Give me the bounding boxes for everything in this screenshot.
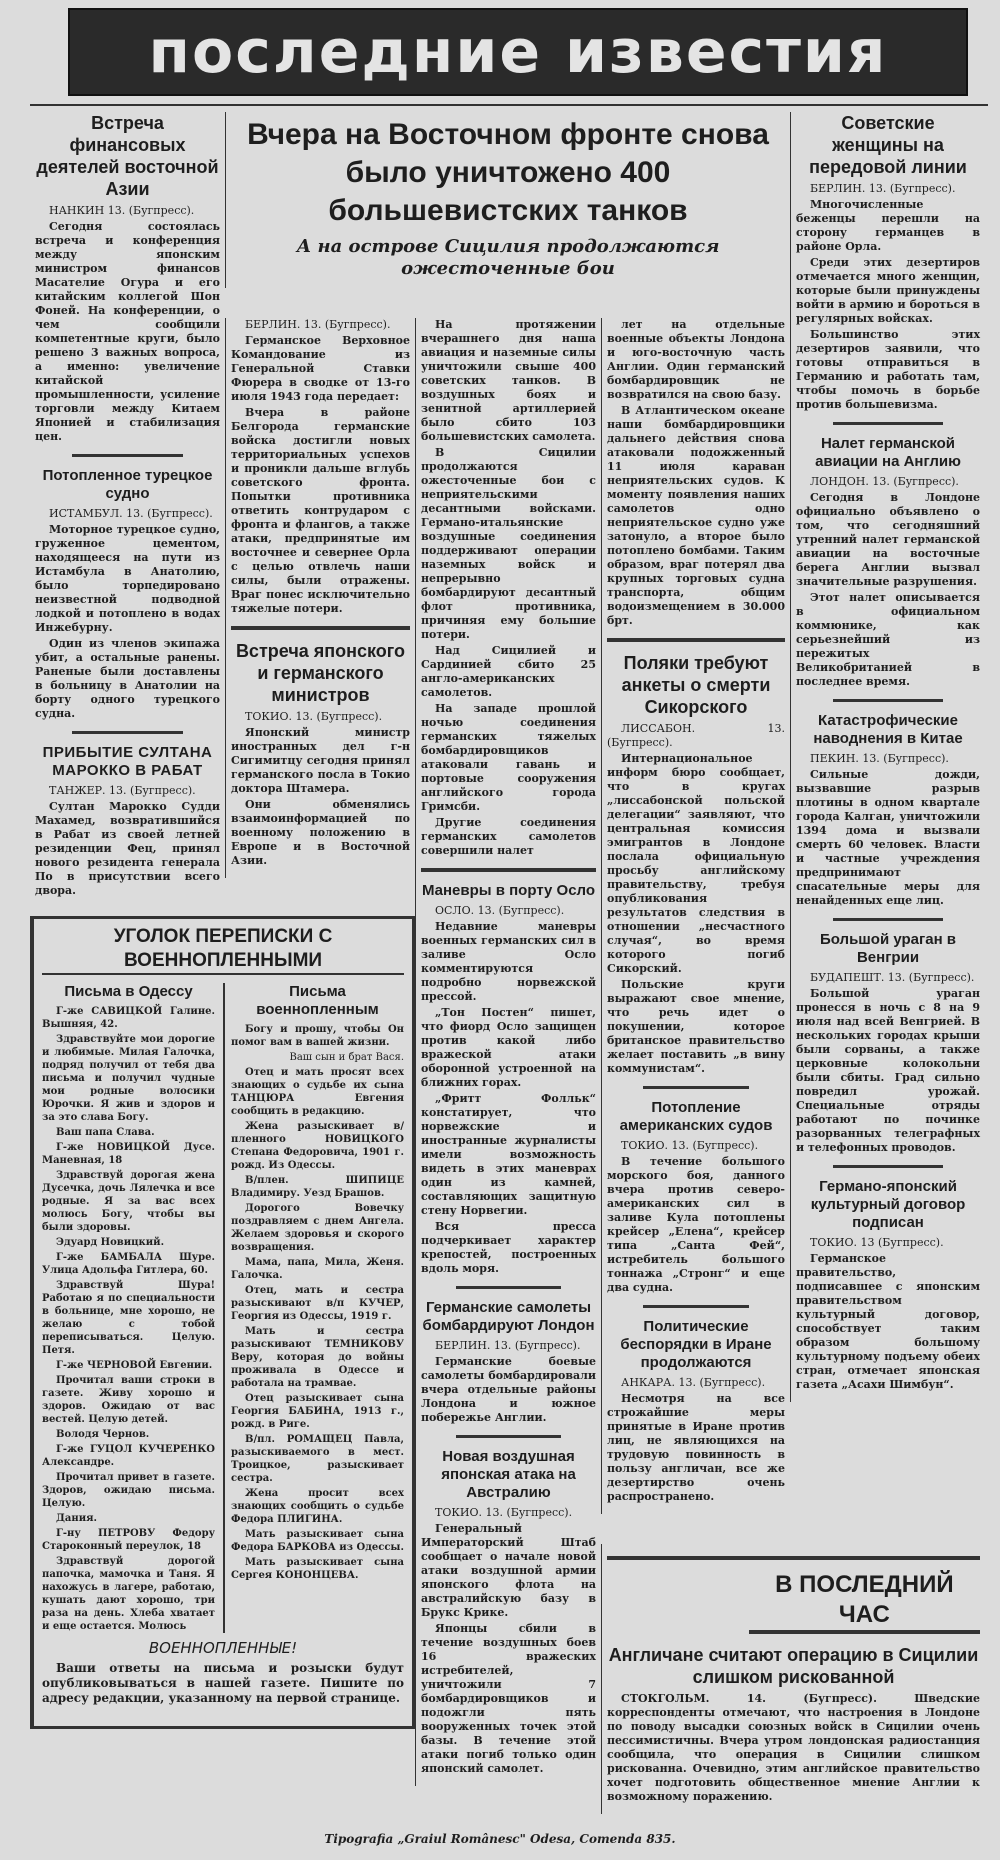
divider — [30, 104, 988, 106]
divider — [456, 1435, 561, 1438]
article-paragraph: Один из членов экипажа убит, а остальные ранены. Раненые были доставлены в больницу в Анатолии на борту одного турецкого судна. — [35, 637, 220, 720]
article-paragraph: Здравствуйте мои дорогие и любимые. Милая Галочка, подряд получил от тебя два письма и получил чудные мои родные волосики Юрочки. Я жив и здоров и за это слава Богу. — [42, 1034, 215, 1123]
article-paragraph: Г-же БАМБАЛА Шуре. Улица Адольфа Гитлера, 60. — [42, 1252, 215, 1276]
dateline: ПЕКИН. 13. (Бугпресс). — [810, 752, 949, 765]
article-eastern-front-1 — [231, 318, 410, 616]
article-paragraph: В Сицилии продолжаются ожесточенные бои с неприятельскими десантными войсками. Германо-итальянские воздушные соединения поддерживают операции наземных войск и непрерывно бомбардируют десантный флот противника, причиняя ему большие потери. — [421, 446, 596, 641]
pow-area — [30, 916, 415, 1729]
article-paragraph: Недавние маневры военных германских сил в заливе Осло комментируются подробно норвежской прессой. — [421, 920, 596, 1003]
article-paragraph: На западе прошлой ночью соединения германских тяжелых бомбардировщиков атаковали гавань и портовые сооружения английского города Гримсби. — [421, 702, 596, 813]
divider — [833, 422, 943, 425]
column-4 — [601, 318, 790, 1514]
article-paragraph: „Фритт Фолльк“ констатирует, что норвежские и иностранные журналисты имели возможность видеть в этих маневрах один из камней, составляющих защитную стену Норвегии. — [421, 1092, 596, 1217]
article-paragraph: Польские круги выражают свое мнение, что речь идет о покушении, которое британское правительство желает поставить „в вину коммунистам“. — [607, 978, 785, 1075]
article-paragraph: Здравствуй дорогая жена Дусечка, дочь Лялечка и все родные. Я за вас всех молюсь Богу, чтобы вы были здоровы. — [42, 1170, 215, 1233]
article-iran — [607, 1318, 785, 1504]
dateline: БЕРЛИН. 13. (Бугпресс). — [245, 318, 391, 331]
masthead — [68, 8, 968, 96]
article-paragraph: Жена просит всех знающих сообщить о судьбе Федора ПЛИГИНА. — [231, 1488, 404, 1525]
article-paragraph: Мать разыскивает сына Федора БАРКОВА из Одессы. — [231, 1529, 404, 1553]
letters-to-pows — [223, 983, 404, 1633]
article-heading: Большой ураган в Венгрии — [819, 931, 957, 966]
article-heading: Советские женщины на передовой линии — [809, 113, 967, 177]
article-air-raid — [796, 435, 980, 689]
divider — [607, 1556, 980, 1560]
main-subheadline: А на острове Сицилия продолжаются ожесточенные бои — [296, 236, 720, 279]
divider — [231, 626, 410, 630]
divider — [72, 454, 183, 457]
article-australia — [421, 1448, 596, 1776]
article-paragraph: Вчера в районе Белгорода германские войска достигли новых территориальных успехов и проникли дальше вглубь советского фронта. Попытки противника ответить контрударом с фронта и флангов, а также атаки, предпринятые им восточнее и севернее Орла с целью отвлечь наши силы, были отражены. Враг понес исключительно тяжелые потери. — [231, 406, 410, 615]
article-paragraph: Большой ураган пронесся в ночь с 8 на 9 июля над всей Венгрией. В нескольких городах крыши были сорваны, а также церковные колокольни были сбиты. Град сильно повредил урожай. Специальные отряды работают по починке разорванных телеграфных и телефонных проводов. — [796, 987, 980, 1154]
article-paragraph: Жена разыскивает в/пленного НОВИЦКОГО Степана Федоровича, 1901 г. рожд. Из Одессы. — [231, 1121, 404, 1171]
article-paragraph: На протяжении вчерашнего дня наша авиация и наземные силы уничтожили свыше 400 советских танков. В воздушных боях и зенитной артиллерией было сбито 103 большевистских самолета. — [421, 318, 596, 443]
article-paragraph: Сегодня в Лондоне официально объявлено о том, что сегодняшний утренний налет германской авиации на восточные берега Англии вызвал значительные разрушения. — [796, 491, 980, 588]
article-paragraph: Г-же НОВИЦКОЙ Дусе. Маневная, 18 — [42, 1142, 215, 1166]
article-paragraph: Дорогого Вовечку поздравляем с днем Ангела. Желаем здоровья и скорого возвращения. — [231, 1203, 404, 1253]
article-paragraph: Над Сицилией и Сардинией сбито 25 англо-американских самолетов. — [421, 644, 596, 699]
main-headline: Вчера на Восточном фронте снова было уничтожено 400 большевистских танков — [247, 118, 769, 227]
article-paragraph: Г-же ЧЕРНОВОЙ Евгении. — [56, 1360, 213, 1371]
article-oslo — [421, 882, 596, 1276]
dateline: ТОКИО. 13 (Бугпресс). — [810, 1236, 944, 1249]
article-paragraph: Сегодня состоялась встреча и конференция между японским министром финансов Масателие Огура и его китайским коллегой Шон Фоней. На конференции, о чем сообщили компетентные круги, было решено 3 важных вопроса, а именно: увеличение китайской промышленности, усиление торговли между Китаем Японией и стабилизация цен. — [35, 220, 220, 443]
divider — [643, 1305, 750, 1308]
article-paragraph: Володя Чернов. — [56, 1429, 150, 1440]
dateline: ТАНЖЕР. 13. (Бугпресс). — [49, 784, 196, 797]
article-paragraph: Султан Марокко Судди Махамед, возвратившийся в Рабат из своей летней резиденции Фец, принял нового резидента генерала По в присутствии всего двора. — [35, 800, 220, 897]
article-ministers — [231, 640, 410, 868]
last-hour-label: В ПОСЛЕДНИЙ ЧАС — [749, 1570, 980, 1634]
article-last-hour — [607, 1644, 980, 1804]
article-heading: Политические беспорядки в Иране продолжаются — [620, 1318, 772, 1371]
article-paragraph: В течение большого морского боя, данного вчера против северо-американских сил в заливе Кула потоплены крейсер „Елена“, крейсер типа „Санта Фей“, истребитель большого тоннажа „Стронг“ и еще два судна. — [607, 1155, 785, 1294]
article-paragraph: Мать разыскивает сына Сергея КОНОНЦЕВА. — [231, 1557, 404, 1581]
article-sultan — [35, 744, 220, 898]
divider — [72, 731, 183, 734]
dateline: ТОКИО. 13. (Бугпресс). — [621, 1139, 759, 1152]
article-paragraph: Другие соединения германских самолетов совершили налет — [421, 816, 596, 857]
headline-block — [225, 112, 790, 288]
article-paragraph: Моторное турецкое судно, груженное цементом, находящееся на пути из Истамбула в Анатолию, было торпедировано неизвестной подводной лодкой и потоплено в водах Инжебурну. — [35, 523, 220, 634]
article-paragraph: Прочитал ваши строки в газете. Живу хорошо и здоров. Ожидаю от вас вестей. Целую детей. — [42, 1375, 215, 1425]
divider — [607, 638, 785, 642]
dateline: ИСТАМБУЛ. 13. (Бугпресс). — [49, 507, 213, 520]
article-paragraph: Эдуард Новицкий. — [56, 1237, 165, 1248]
article-heading: Потопленное турецкое судно — [42, 467, 213, 502]
dateline: ЛИССАБОН. 13. (Бугпресс). — [607, 722, 785, 749]
article-heading: Германо-японский культурный договор подписан — [810, 1178, 966, 1231]
dateline: БЕРЛИН. 13. (Бугпресс). — [435, 1339, 581, 1352]
article-heading: Маневры в порту Осло — [421, 882, 596, 899]
article-paragraph: Дания. — [56, 1513, 97, 1524]
article-china-floods — [796, 712, 980, 908]
article-heading: Встреча финансовых деятелей восточной Азии — [36, 113, 219, 199]
article-paragraph: Интернациональное информ бюро сообщает, что в кругах „лиссабонской польской делегации“ заявляют, что центральная комиссия эмигрантов в Лондоне послала официальную просьбу английскому правительству, требуя опубликования результатов следствия в отношении „несчастного случая“, во время которого погиб Сикорский. — [607, 752, 785, 975]
dateline: БУДАПЕШТ. 13. (Бугпресс). — [810, 971, 975, 984]
article-paragraph: Германское правительство, подписавшее с японским правительством культурный договор, способствует таким образом большому культурному подъему обеих стран, отмечает японская газета „Асахи Шимбун“. — [796, 1252, 980, 1391]
pow-corner-title: УГОЛОК ПЕРЕПИСКИ С ВОЕННОПЛЕННЫМИ — [42, 925, 404, 975]
article-paragraph: Вся пресса подчеркивает характер крепостей, построенных вдоль моря. — [421, 1220, 596, 1275]
article-eastern-front-2 — [421, 318, 596, 858]
article-paragraph: В/плен. ШИПИЦЕ Владимиру. Уезд Брашов. — [231, 1175, 404, 1199]
article-culture-treaty — [796, 1178, 980, 1392]
article-paragraph: Германские боевые самолеты бомбардировали вчера отдельные районы Лондона и южное побережье Англии. — [421, 1355, 596, 1424]
article-eastern-front-3 — [607, 318, 785, 628]
article-heading: ПРИБЫТИЕ СУЛТАНА МАРОККО В РАБАТ — [42, 744, 213, 779]
article-heading: Германские самолеты бомбардируют Лондон — [422, 1299, 595, 1334]
article-paragraph: Генеральный Императорский Штаб сообщает о начале новой атаки воздушной армии японского флота на австралийскую базу в Брукс Крике. — [421, 1522, 596, 1619]
article-paragraph: Среди этих дезертиров отмечается много женщин, которые были принуждены войти в армию и бороться в регулярных войсках. — [796, 256, 980, 325]
article-paragraph: Отец, мать и сестра разыскивают в/п КУЧЕР, Георгия из Одессы, 1919 г. — [231, 1285, 404, 1322]
article-heading: Письма в Одессу — [64, 983, 193, 1000]
article-paragraph: Японцы сбили в течение воздушных боев 16 вражеских истребителей, уничтожили 7 бомбардировщиков и подожгли пять вооруженных точек этой базы. В течение этой атаки погиб только один японский самолет. — [421, 1622, 596, 1775]
article-paragraph: Мама, папа, Мила, Женя. Галочка. — [231, 1257, 404, 1281]
article-heading: Англичане считают операцию в Сицилии слишком рискованной — [608, 1645, 979, 1687]
column-1 — [30, 112, 225, 908]
column-5 — [790, 112, 985, 1402]
article-paragraph: Мать и сестра разыскивают ТЕМНИКОВУ Веру, которая до войны проживала в Одессе и работала на трамвае. — [231, 1326, 404, 1389]
article-paragraph: Г-же ГУЦОЛ КУЧЕРЕНКО Александре. — [42, 1444, 215, 1468]
article-paragraph: Отец разыскивает сына Георгия БАБИНА, 1913 г., рожд. в Риге. — [231, 1393, 404, 1430]
article-heading: Катастрофические наводнения в Китае — [813, 712, 963, 747]
article-paragraph: Германское Верховное Командование из Генеральной Ставки Фюрера в сводке от 13-го июля 1943 года передает: — [231, 334, 410, 403]
pow-correspondence-box — [30, 916, 415, 1729]
dateline: ТОКИО. 13. (Бугпресс). — [435, 1506, 573, 1519]
pow-appeal — [42, 1639, 404, 1706]
article-paragraph: Здравствуй дорогой папочка, мамочка и Таня. Я нахожусь в лагере, работаю, кушать дают хорошо, три раза на день. Хлеба хватает и еще остается. Молюсь — [42, 1556, 215, 1632]
printer-imprint: Tipografia „Graiul Românesc" Odesa, Comenda 835. — [324, 1832, 676, 1846]
divider — [833, 699, 943, 702]
article-paragraph: Здравствуй Шура! Работаю я по специальности в больнице, мне хорошо, не желаю с тобой переписываться. Целую. Петя. — [42, 1280, 215, 1356]
article-paragraph: Отец и мать просят всех знающих о судьбе их сына ТАНЦЮРА Евгения сообщить в редакцию. — [231, 1067, 404, 1117]
article-paragraph: Они обменялись взаимоинформацией по военному положению в Европе и в Восточной Азии. — [231, 798, 410, 867]
article-hungary-storm — [796, 931, 980, 1155]
article-paragraph: „Тон Постен“ пишет, что фиорд Осло защищен против какой либо вражеской атаки оборонной устроенной на ближних горах. — [421, 1006, 596, 1089]
article-heading: Встреча японского и германского министров — [235, 641, 406, 705]
article-paragraph: Японский министр иностранных дел г-н Сигимитцу сегодня принял германского посла в Токио доктора Штамера. — [231, 726, 410, 795]
article-soviet-women — [796, 112, 980, 412]
article-paragraph: Г-же САВИЦКОЙ Галине. Вышняя, 42. — [42, 1006, 215, 1030]
article-paragraph: В/пл. РОМАЩЕЦ Павла, разыскиваемого в мест. Троицкое, разыскивает сестра. — [231, 1434, 404, 1484]
pow-appeal-text: Ваши ответы на письма и розыски будут опубликовываться в нашей газете. Пишите по адресу редакции, указанному на первой странице. — [42, 1661, 404, 1705]
article-paragraph: Прочитал привет в газете. Здоров, ожидаю письма. Целую. — [42, 1472, 215, 1509]
lead-text: Богу и прошу, чтобы Он помог вам в вашей жизни. — [231, 1024, 404, 1048]
article-finance — [35, 112, 220, 444]
article-paragraph: В Атлантическом океане наши бомбардировщики дальнего действия снова атаковали подожженный 11 июля караван неприятельских судов. К моменту появления наших самолетов одно неприятельское судно уже затонуло, а второе было потоплено бомбами. Таким образом, враг потерял два крупных торговых судна транспорта, общим водоизмещением в 30.000 брт. — [607, 404, 785, 627]
dateline: БЕРЛИН. 13. (Бугпресс). — [810, 182, 956, 195]
letters-to-odessa — [42, 983, 215, 1633]
article-heading: Поляки требуют анкеты о смерти Сикорского — [621, 653, 771, 717]
article-paragraph: Ваш папа Слава. — [56, 1127, 155, 1138]
article-paragraph: Многочисленные беженцы перешли на сторону германцев в районе Орла. — [796, 198, 980, 253]
article-sikorski — [607, 652, 785, 1076]
pow-columns — [42, 983, 404, 1639]
article-heading: Потопление американских судов — [619, 1099, 773, 1134]
article-heading: Новая воздушная японская атака на Австралию — [441, 1448, 576, 1501]
article-paragraph: СТОКГОЛЬМ. 14. (Бугпресс). Шведские корреспонденты отмечают, что настроения в Лондоне по поводу высадки союзных войск в Сицилии очень пессимистичны. Вчера утром лондонская радиостанция сообщила, что операция в Сицилии слишком рискованна. Очевидно, этим английское правительство хочет подготовить общественное мнение Англии к возможному поражению. — [607, 1692, 980, 1803]
pow-appeal-title: ВОЕННОПЛЕННЫЕ! — [148, 1639, 298, 1657]
article-paragraph: Этот налет описывается в официальном коммюнике, как серьезнейший из пережитых Великобританией в последнее время. — [796, 591, 980, 688]
article-heading: Налет германской авиации на Англию — [815, 435, 961, 470]
last-hour-area — [601, 1544, 985, 1814]
article-heading: Письма военнопленным — [256, 983, 379, 1018]
lead-text: Ваш сын и брат Вася. — [289, 1052, 404, 1063]
divider — [456, 1286, 561, 1289]
dateline: АНКАРА. 13. (Бугпресс). — [621, 1376, 766, 1389]
dateline: НАНКИН 13. (Бугпресс). — [49, 204, 195, 217]
article-paragraph: Сильные дожди, вызвавшие разрыв плотины в одном квартале города Калган, уничтожили 1394 дома и вызвали смерть 60 человек. Власти и частные учреждения предпринимают спасательные меры для ненайденных еще лиц. — [796, 768, 980, 907]
divider — [833, 918, 943, 921]
dateline: ТОКИО. 13. (Бугпресс). — [245, 710, 383, 723]
article-paragraph: Несмотря на все строжайшие меры принятые в Иране против лиц, не являющихся на трудовую повинность в пользу англичан, все же дезертирство очень распространено. — [607, 1392, 785, 1503]
page-columns — [30, 112, 985, 1814]
dateline: ЛОНДОН. 13. (Бугпресс). — [810, 475, 959, 488]
dateline: ОСЛО. 13. (Бугпресс). — [435, 904, 565, 917]
divider — [643, 1086, 750, 1089]
article-us-ships — [607, 1099, 785, 1295]
article-paragraph: Г-ну ПЕТРОВУ Федору Староконный переулок, 18 — [42, 1528, 215, 1552]
article-london — [421, 1299, 596, 1425]
article-paragraph: лет на отдельные военные объекты Лондона и юго-восточную часть Англии. Один германский бомбардировщик не возвратился на свою базу. — [607, 318, 785, 401]
masthead-title: последние известия — [148, 17, 888, 87]
divider — [421, 868, 596, 872]
article-turkish-ship — [35, 467, 220, 721]
column-2 — [225, 318, 415, 878]
article-paragraph: Большинство этих дезертиров заявили, что готовы отправиться в Германию и работать там, чтобы помочь в борьбе против большевизма. — [796, 328, 980, 411]
column-3 — [415, 318, 601, 1786]
divider — [833, 1165, 943, 1168]
